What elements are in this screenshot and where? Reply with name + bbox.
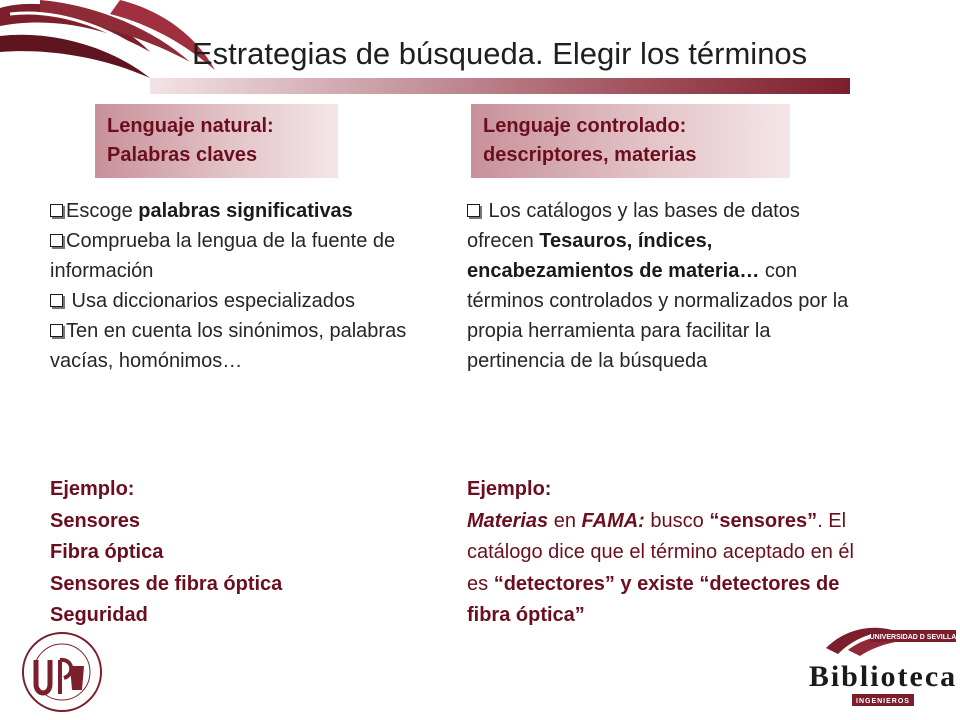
bullet-text: Ten en cuenta los sinónimos, palabras vacías, homónimos… (50, 320, 407, 372)
bullet-item (50, 316, 425, 376)
example-text (467, 506, 867, 632)
header-natural-language (95, 104, 338, 178)
bullet-text: Escoge (66, 200, 139, 222)
example-label: Ejemplo: (467, 478, 552, 500)
example-label: Ejemplo: (50, 478, 135, 500)
paragraph-text: Los catálogos y las bases de datos ofrecen (467, 200, 800, 252)
example-sensores: “sensores” (709, 509, 818, 532)
example-detectores: “detectores” y existe “detectores de fibra óptica” (467, 572, 840, 626)
example-catalogo: . El catálogo dice que el término aceptado en él es (467, 509, 854, 595)
controlled-language-paragraph (467, 196, 862, 376)
title-underline-bar (150, 78, 850, 94)
bib-name-label: Biblioteca (808, 660, 958, 693)
bullet-text: Usa diccionarios especializados (66, 290, 356, 312)
bullet-item (50, 226, 425, 286)
checkbox-bullet-icon (50, 234, 63, 247)
checkbox-bullet-icon (50, 204, 63, 217)
checkbox-bullet-icon (467, 204, 480, 217)
bullet-text: Comprueba la lengua de la fuente de información (50, 230, 396, 282)
bullet-bold-text: palabras significativas (138, 200, 353, 222)
header-controlled-language-line1: Lenguaje controlado: (483, 115, 687, 137)
example-en: en (548, 509, 582, 532)
controlled-language-example (467, 474, 867, 632)
bib-top-label: UNIVERSIDAD D SEVILLA (869, 634, 957, 641)
example-term: Seguridad (50, 604, 148, 626)
checkbox-bullet-icon (50, 294, 63, 307)
bib-sub-label: INGENIEROS (856, 698, 910, 705)
example-fama: FAMA: (581, 509, 645, 532)
example-busco: busco (644, 509, 704, 532)
example-term: Sensores de fibra óptica (50, 572, 283, 595)
universidad-sevilla-logo-icon (20, 630, 104, 714)
header-controlled-language (471, 104, 790, 178)
header-controlled-language-line2: descriptores, materias (483, 144, 697, 166)
paragraph-bold-text: Tesauros, índices, encabezamientos de materia… (467, 230, 760, 282)
example-term: Fibra óptica (50, 541, 164, 563)
header-natural-language-line2: Palabras claves (107, 144, 258, 166)
bullet-item (50, 196, 425, 226)
paragraph-text-end: con términos controlados y normalizados por la propia herramienta para facilitar la pertinencia de la búsqueda (467, 260, 849, 372)
example-term: Sensores (50, 509, 141, 532)
header-natural-language-line1: Lenguaje natural: (107, 115, 274, 137)
natural-language-example (50, 474, 282, 632)
natural-language-bullets (50, 196, 425, 376)
page-title: Estrategias de búsqueda. Elegir los términos (192, 36, 808, 71)
example-materias: Materias (467, 509, 549, 532)
checkbox-bullet-icon (50, 324, 63, 337)
bullet-item (50, 286, 425, 316)
biblioteca-ingenieros-logo-icon (808, 624, 958, 716)
